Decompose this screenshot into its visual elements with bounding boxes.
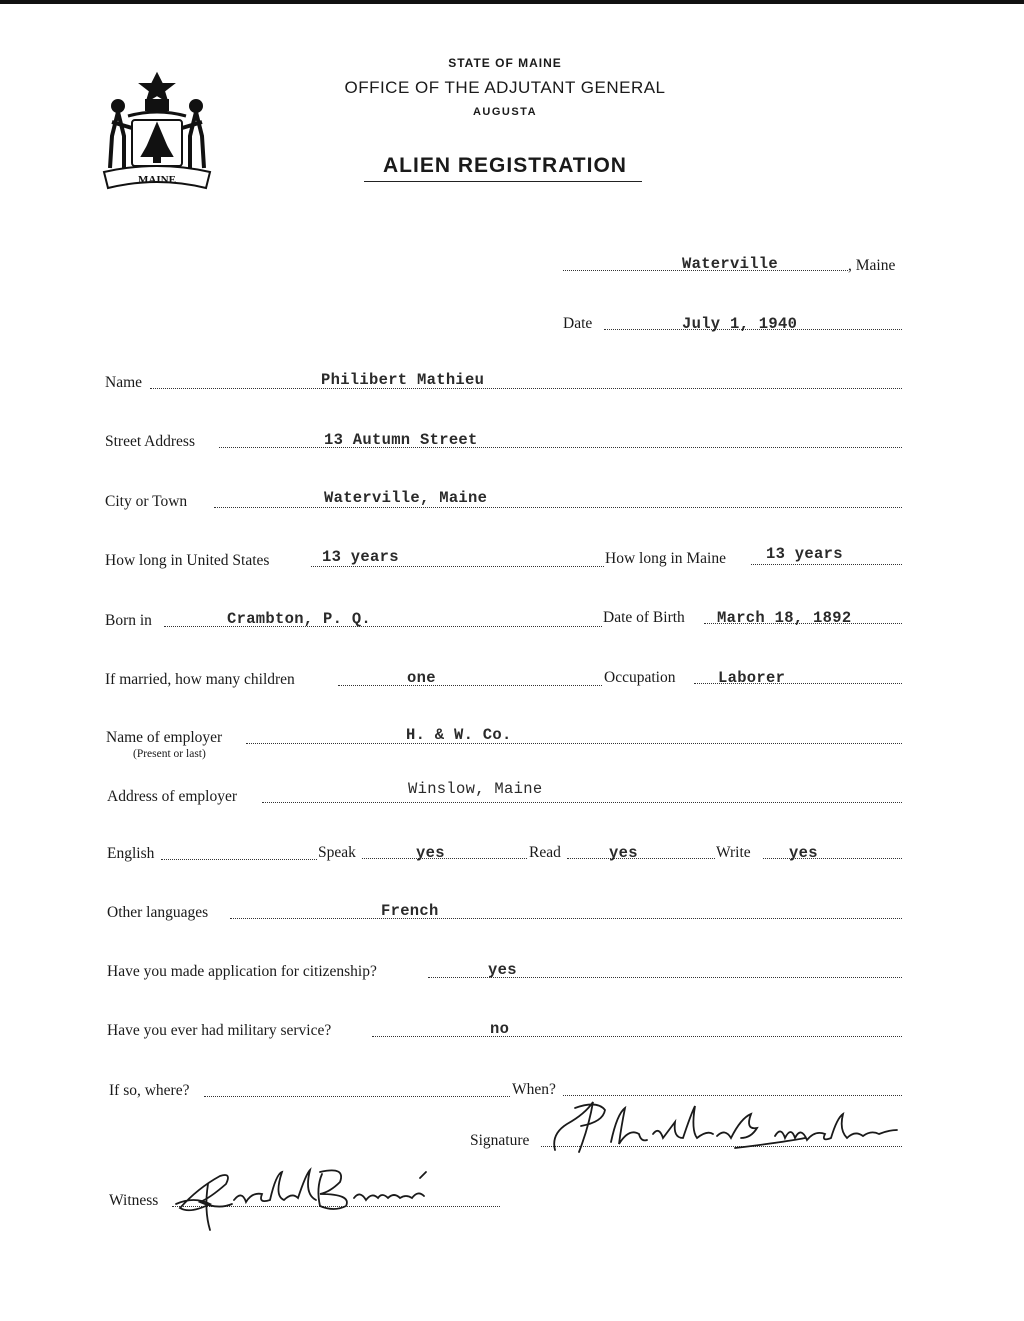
street-address-line [219,447,902,448]
other-languages-line [230,918,902,919]
city-or-town-line [214,507,902,508]
how-long-maine-line [751,564,902,565]
state-heading: STATE OF MAINE [448,56,562,70]
signature-label: Signature [470,1132,530,1149]
read-line [567,858,715,859]
name-label: Name [105,374,143,391]
witness-text: Rachel Bossé [170,1232,176,1233]
write-value: yes [789,844,818,862]
title-underline [364,181,642,182]
speak-value: yes [416,844,445,862]
town-value: Waterville [682,255,779,273]
date-value: July 1, 1940 [682,315,798,333]
city-heading: AUGUSTA [472,106,538,118]
english-label: English [107,845,155,862]
when-label: When? [512,1081,556,1098]
write-label: Write [716,844,751,861]
employer-address-label: Address of employer [107,788,237,805]
date-label: Date [563,315,593,332]
employer-address-line [262,802,902,803]
signature-text: Philibert mathieu [545,1158,552,1159]
military-line [372,1036,902,1037]
how-long-maine-value: 13 years [766,545,843,563]
applicant-signature [545,1094,905,1160]
if-so-where-label: If so, where? [109,1082,190,1099]
occupation-label: Occupation [604,669,676,686]
state-suffix-label: , Maine [848,257,896,274]
employer-name-value: H. & W. Co. [406,726,512,744]
citizenship-value: yes [488,961,517,979]
other-languages-value: French [381,902,439,920]
how-long-maine-label: How long in Maine [605,550,726,567]
office-heading: OFFICE OF THE ADJUTANT GENERAL [344,78,666,97]
other-languages-label: Other languages [107,904,209,921]
maine-state-seal [98,70,216,194]
military-value: no [490,1020,510,1038]
witness-label: Witness [109,1192,159,1209]
write-line [763,858,902,859]
how-long-us-value: 13 years [322,548,399,566]
name-line [150,388,902,389]
employer-address-value: Winslow, Maine [408,780,543,798]
employer-note: (Present or last) [133,748,206,760]
date-of-birth-label: Date of Birth [603,609,685,626]
how-long-us-label: How long in United States [105,552,270,569]
seal-banner-text: MAINE [138,174,176,186]
employer-name-label: Name of employer [106,729,223,746]
born-in-value: Crambton, P. Q. [227,610,372,628]
children-label: If married, how many children [105,671,295,688]
city-or-town-value: Waterville, Maine [324,489,488,507]
born-in-label: Born in [105,612,152,629]
name-value: Philibert Mathieu [321,371,485,389]
street-address-value: 13 Autumn Street [324,431,478,449]
how-long-us-line [311,566,604,567]
street-address-label: Street Address [105,433,195,450]
children-value: one [407,669,436,687]
citizenship-label: Have you made application for citizenship? [107,963,377,980]
where-line [204,1096,510,1097]
form-title: ALIEN REGISTRATION [383,154,627,177]
read-label: Read [529,844,561,861]
witness-signature [170,1154,450,1234]
occupation-value: Laborer [718,669,786,687]
date-of-birth-value: March 18, 1892 [717,609,852,627]
read-value: yes [609,844,638,862]
city-or-town-label: City or Town [105,493,188,510]
employer-name-line [246,743,902,744]
speak-label: Speak [318,844,356,861]
military-label: Have you ever had military service? [107,1022,332,1039]
children-line [338,685,602,686]
english-line [161,859,317,860]
